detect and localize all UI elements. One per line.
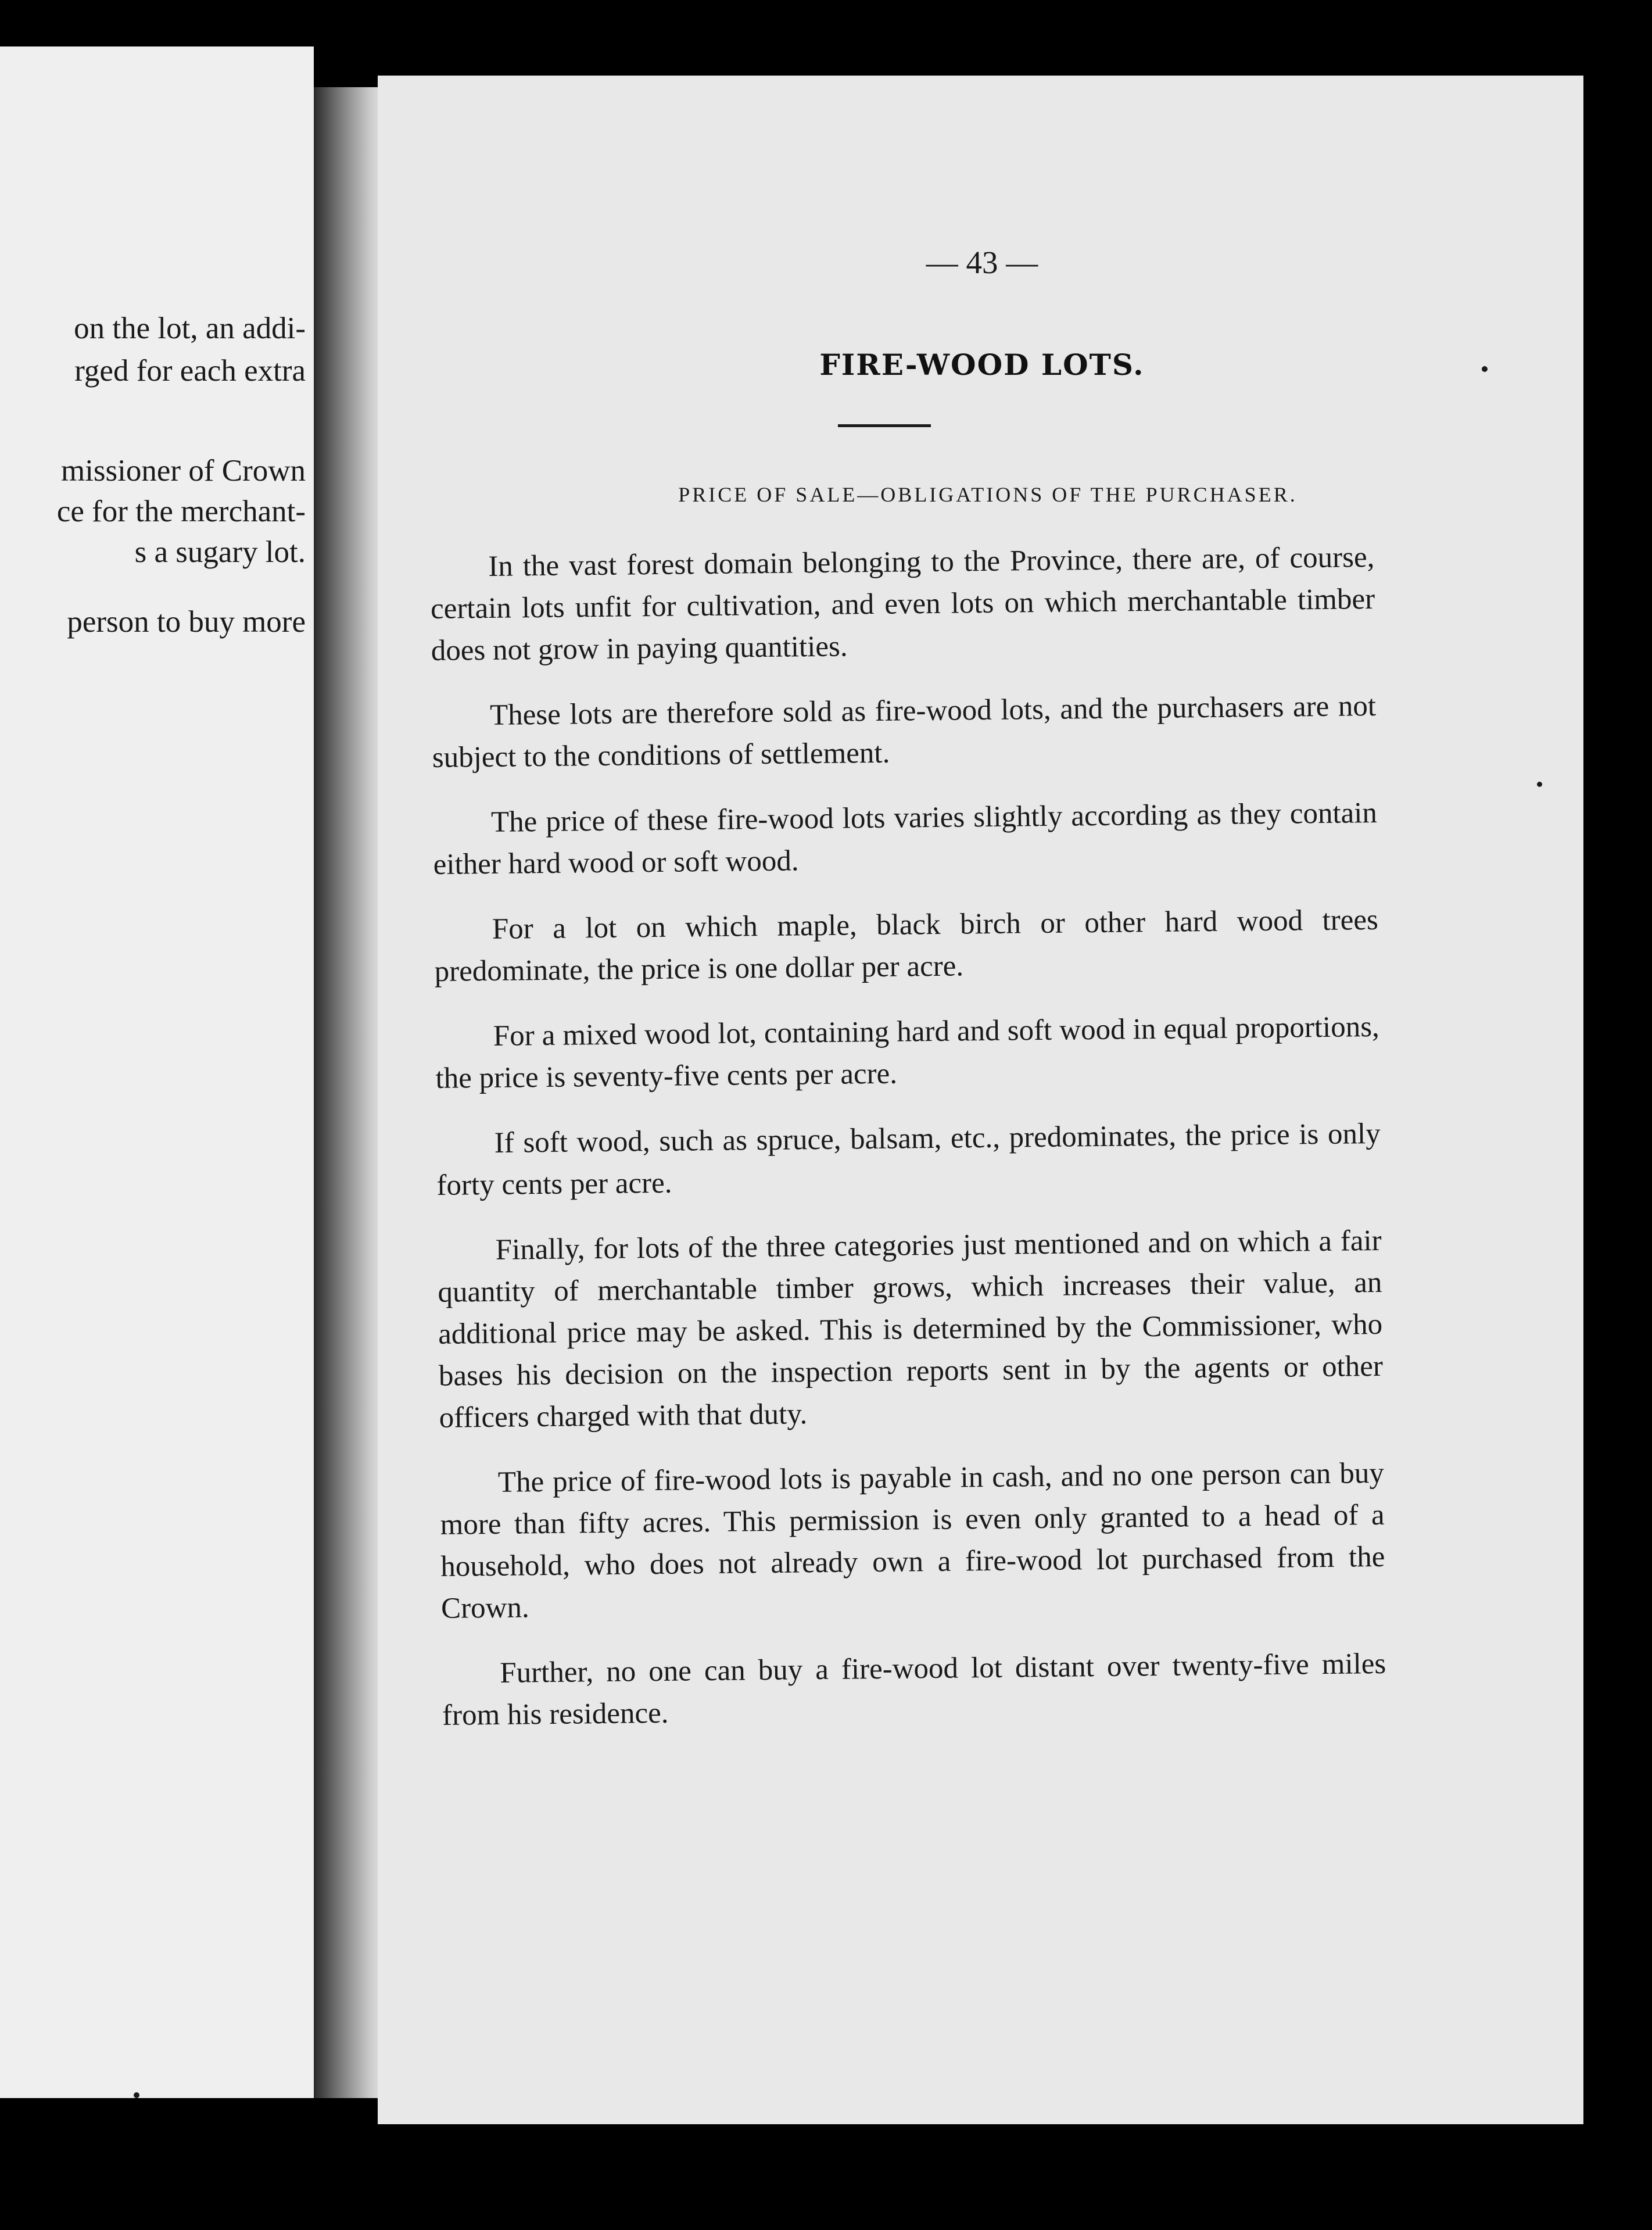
- paragraph: Further, no one can buy a fire-wood lot distant over twenty-five miles from his residence.: [442, 1647, 1386, 1732]
- left-page-line: person to buy more: [67, 605, 306, 639]
- left-page-line: missioner of Crown: [60, 454, 306, 488]
- left-page: [0, 46, 314, 2098]
- ink-speck: [1537, 782, 1542, 787]
- title-rule: [838, 424, 931, 427]
- ink-speck: [134, 2092, 139, 2098]
- left-page-line: rged for each extra: [74, 354, 306, 388]
- section-subtitle: PRICE OF SALE—OBLIGATIONS OF THE PURCHASER.: [678, 483, 1298, 506]
- paragraph: The price of fire-wood lots is payable in cash, and no one person can buy more than fifty acres. This permission is even only granted to a head of a household, who does not already own a fire-wood lot purchased from the Crown.: [440, 1456, 1385, 1625]
- body-text: [430, 536, 1387, 1760]
- paragraph: Finally, for lots of the three categories just mentioned and on which a fair quantity of merchantable timber grows, which increases their value, an additional price may be asked. This is determined by the Commissioner, who bases his decision on the inspection reports sent in by the agents or other officers charged with that duty.: [438, 1224, 1384, 1434]
- left-page-line: ce for the merchant-: [56, 495, 306, 528]
- page-number: — 43 —: [926, 245, 1038, 280]
- paragraph: In the vast forest domain belonging to the Province, there are, of course, certain lots unfit for cultivation, and even lots on which merchantable timber does not grow in paying quantities.: [430, 541, 1375, 667]
- right-page: [378, 76, 1583, 2124]
- paragraph: These lots are therefore sold as fire-wood lots, and the purchasers are not subject to the conditions of settlement.: [432, 689, 1377, 774]
- paragraph: For a lot on which maple, black birch or other hard wood trees predominate, the price is one dollar per acre.: [434, 903, 1379, 988]
- page-title: FIRE-WOOD LOTS.: [819, 348, 1145, 382]
- left-page-line: s a sugary lot.: [134, 535, 306, 569]
- paragraph: The price of these fire-wood lots varies slightly according as they contain either hard wood or soft wood.: [433, 796, 1378, 881]
- ink-speck: [1482, 366, 1488, 372]
- paragraph: If soft wood, such as spruce, balsam, etc., predominates, the price is only forty cents per acre.: [436, 1117, 1381, 1202]
- left-page-line: on the lot, an addi-: [74, 312, 306, 345]
- paragraph: For a mixed wood lot, containing hard and soft wood in equal proportions, the price is seventy-five cents per acre.: [435, 1010, 1380, 1095]
- book-gutter: [314, 87, 384, 2098]
